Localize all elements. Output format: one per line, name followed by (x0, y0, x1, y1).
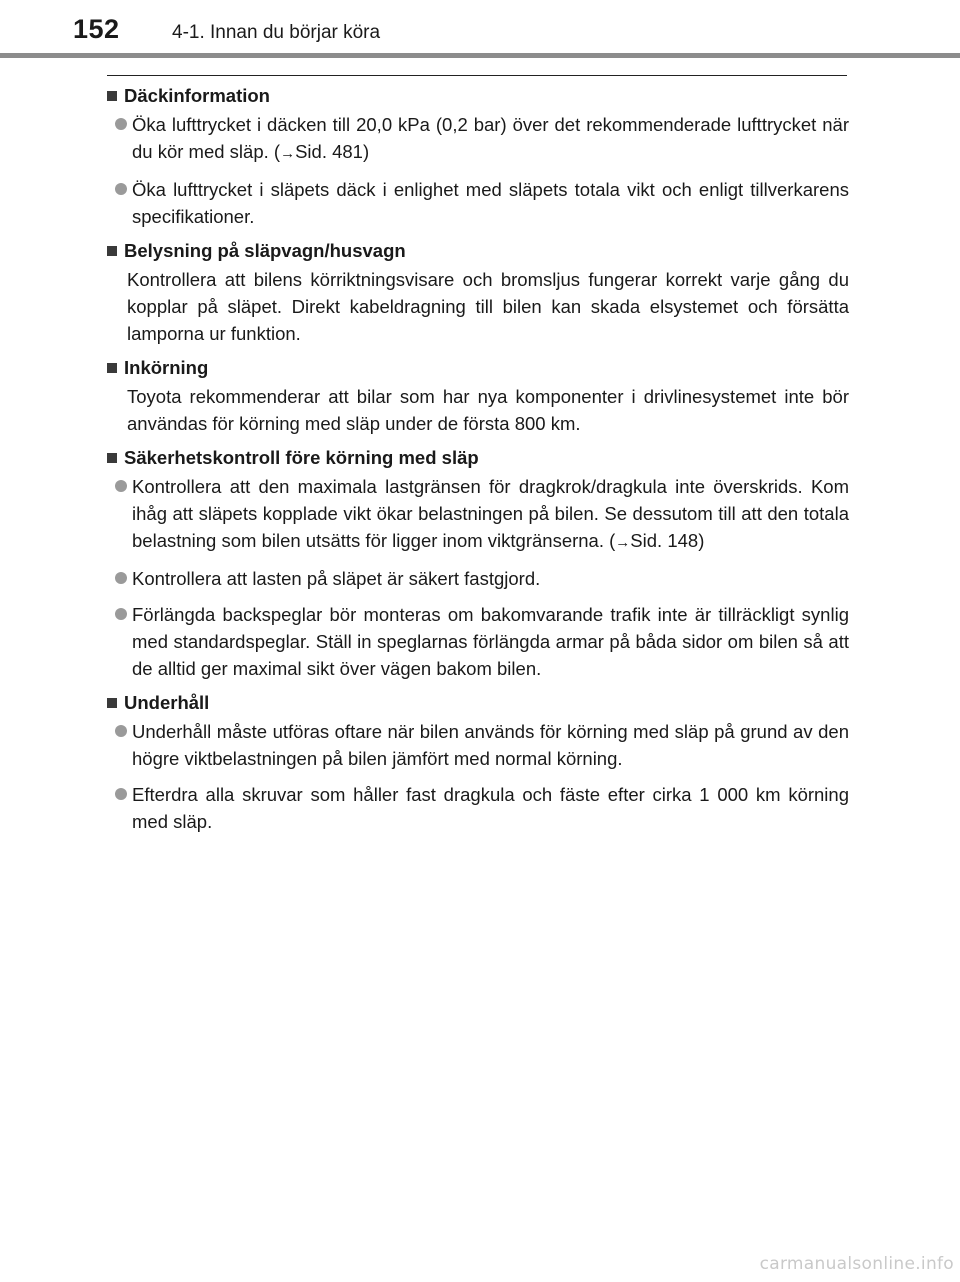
square-bullet-icon (107, 453, 117, 463)
section-heading-text: Underhåll (124, 692, 210, 713)
section-heading-text: Belysning på släpvagn/husvagn (124, 240, 406, 261)
circle-bullet-icon (115, 118, 127, 130)
section-paragraph: Toyota rekommenderar att bilar som har nya komponenter i drivlinesystemet inte bör användas för körning med släp under de första 800 km. (127, 386, 849, 434)
section-heading-text: Säkerhetskontroll före körning med släp (124, 447, 479, 468)
circle-bullet-icon (115, 480, 127, 492)
section-heading-text: Inkörning (124, 357, 209, 378)
list-item (107, 781, 849, 835)
list-item-text: Kontrollera att lasten på släpet är säkert fastgjord. (132, 568, 541, 589)
page-header (0, 0, 960, 58)
section-tires (107, 84, 849, 230)
section-title: 4-1. Innan du börjar köra (172, 22, 381, 43)
list-item-text: Kontrollera att den maximala lastgränsen för dragkrok/dragkula inte överskrids. Kom ihåg att släpets kopplade vikt ökar belastningen på bilen. Se dessutom till att den totala belastning som bilen utsätts för ligger inom viktgränserna. (→Sid. 148) (132, 476, 849, 551)
list-item-text: Öka lufttrycket i däcken till 20,0 kPa (0,2 bar) över det rekommenderade lufttrycket när du kör med släp. (→Sid. 481) (132, 114, 849, 162)
circle-bullet-icon (115, 572, 127, 584)
section-heading (107, 84, 849, 108)
list-item-text: Efterdra alla skruvar som håller fast dragkula och fäste efter cirka 1 000 km körning med släp. (132, 784, 849, 832)
square-bullet-icon (107, 91, 117, 101)
circle-bullet-icon (115, 608, 127, 620)
section-heading (107, 446, 849, 470)
section-breakin (107, 356, 849, 437)
section-heading (107, 239, 849, 263)
top-rule (107, 75, 847, 76)
section-heading (107, 356, 849, 380)
section-heading-text: Däckinformation (124, 85, 270, 106)
section-heading (107, 691, 849, 715)
circle-bullet-icon (115, 183, 127, 195)
page-reference-link[interactable]: Sid. 148 (630, 530, 699, 551)
section-lights (107, 239, 849, 347)
list-item-text: Öka lufttrycket i släpets däck i enlighet med släpets totala vikt och enligt tillverkarens specifikationer. (132, 179, 849, 227)
section-maintenance (107, 691, 849, 835)
page-number: 152 (73, 14, 120, 44)
watermark: carmanualsonline.info (759, 1254, 954, 1274)
list-item-text: Underhåll måste utföras oftare när bilen används för körning med släp på grund av den högre viktbelastningen på bilen jämfört med normal körning. (132, 721, 849, 769)
section-paragraph: Kontrollera att bilens körriktningsvisare och bromsljus fungerar korrekt varje gång du kopplar på släpet. Direkt kabeldragning till bilen kan skada elsystemet och försätta lamporna ur funktion. (127, 269, 849, 344)
page-content (107, 84, 849, 844)
header-bar (0, 53, 960, 58)
arrow-icon: → (280, 145, 296, 162)
arrow-icon: → (615, 534, 631, 551)
list-item-text: Förlängda backspeglar bör monteras om bakomvarande trafik inte är tillräckligt synlig med standardspeglar. Ställ in speglarnas förlängda armar på båda sidor om bilen så att de alltid ger maximal sikt över vägen bakom bilen. (132, 604, 849, 679)
list-item (107, 111, 849, 167)
list-item (107, 176, 849, 230)
list-item (107, 601, 849, 682)
square-bullet-icon (107, 246, 117, 256)
list-item (107, 565, 849, 592)
list-item (107, 473, 849, 556)
circle-bullet-icon (115, 788, 127, 800)
section-safety (107, 446, 849, 682)
list-item (107, 718, 849, 772)
square-bullet-icon (107, 698, 117, 708)
circle-bullet-icon (115, 725, 127, 737)
page-reference-link[interactable]: Sid. 481 (295, 141, 363, 162)
square-bullet-icon (107, 363, 117, 373)
